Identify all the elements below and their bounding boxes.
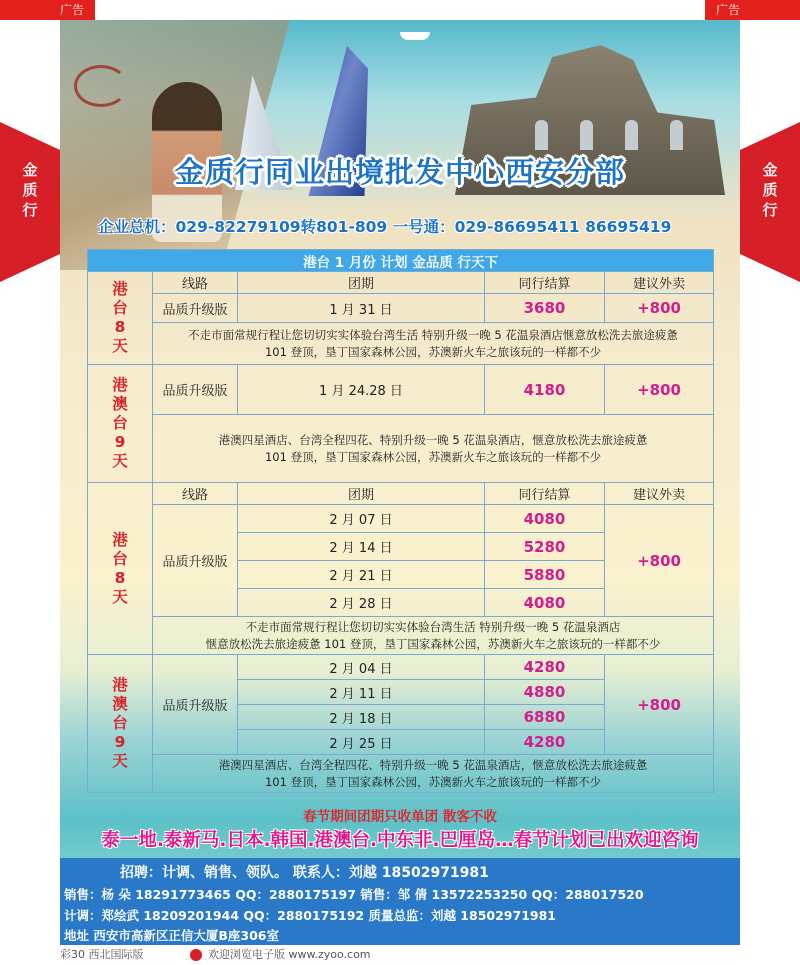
price-cell: 5880 <box>485 561 605 589</box>
welcome-text: 欢迎浏览电子版 www.zyoo.com <box>208 948 371 961</box>
desc-cell <box>153 617 714 655</box>
header-trade-price: 同行结算 <box>485 272 605 294</box>
section-title-text: 港澳台9天 <box>112 376 128 470</box>
price-cell: 4180 <box>485 365 605 415</box>
banner-text: 港台 1 月份 计划 金品质 行天下 <box>88 250 714 272</box>
red-dot-icon <box>190 949 202 961</box>
table-row <box>88 655 714 680</box>
price-cell: 4880 <box>485 680 605 705</box>
section-title-text: 港台8天 <box>112 280 128 355</box>
route-cell: 品质升级版 <box>153 365 238 415</box>
date-cell: 2 月 28 日 <box>238 589 485 617</box>
section-title-text: 港澳台9天 <box>112 676 128 770</box>
page-number: 彩30 西北国际版 <box>60 948 144 961</box>
desc-cell <box>153 415 714 483</box>
desc-row <box>88 617 714 655</box>
operator-line: 计调：郑绘武 18209201944 QQ：2880175192 质量总监：刘越 18502971981 <box>64 908 556 923</box>
ad-tag-right: 广告 <box>705 0 800 20</box>
table-banner <box>88 250 714 272</box>
brand-logo <box>74 65 128 107</box>
header-route: 线路 <box>153 483 238 505</box>
suggest-cell: +800 <box>605 655 714 755</box>
date-cell: 1 月 24.28 日 <box>238 365 485 415</box>
contact-panel <box>60 858 740 945</box>
route-cell: 品质升级版 <box>153 655 238 755</box>
tour-table <box>87 249 714 793</box>
desc-line: 101 登顶，垦丁国家森林公园，苏澳新火车之旅该玩的一样都不少 <box>264 449 602 464</box>
desc-line: 不走市面常规行程让您切切实实体验台湾生活 特别升级一晚 5 花温泉酒店惬意放松洗去旅途疲惫 <box>188 327 678 342</box>
header-suggest: 建议外卖 <box>605 483 714 505</box>
date-cell: 1 月 31 日 <box>238 294 485 323</box>
table-header-row <box>88 272 714 294</box>
desc-row <box>88 415 714 483</box>
recruit-line: 招聘：计调、销售、领队。 联系人：刘越 18502971981 <box>120 865 489 881</box>
desc-line: 惬意放松洗去旅途疲惫 101 登顶，垦丁国家森林公园，苏澳新火车之旅该玩的一样都不少 <box>205 636 661 651</box>
date-cell: 2 月 21 日 <box>238 561 485 589</box>
ruin-window <box>670 120 683 150</box>
section-title <box>88 483 153 655</box>
table-row <box>88 294 714 323</box>
date-cell: 2 月 25 日 <box>238 730 485 755</box>
desc-row <box>88 755 714 793</box>
section-title <box>88 272 153 365</box>
date-cell: 2 月 11 日 <box>238 680 485 705</box>
price-cell: 4280 <box>485 655 605 680</box>
hotline: 企业总机：029-82279109转801-809 一号通：029-86695411 86695419 <box>98 218 672 236</box>
ad-tag-left: 广告 <box>0 0 95 20</box>
header-group: 团期 <box>238 483 485 505</box>
address-line: 地址 西安市高新区正信大厦B座306室 <box>64 928 279 943</box>
header-group: 团期 <box>238 272 485 294</box>
section-title <box>88 655 153 793</box>
route-cell: 品质升级版 <box>153 294 238 323</box>
ad-poster <box>60 20 740 945</box>
ruin-window <box>625 120 638 150</box>
suggest-cell: +800 <box>605 294 714 323</box>
desc-line: 101 登顶，垦丁国家森林公园，苏澳新火车之旅该玩的一样都不少 <box>264 774 602 789</box>
header-trade-price: 同行结算 <box>485 483 605 505</box>
desc-line: 101 登顶，垦丁国家森林公园，苏澳新火车之旅该玩的一样都不少 <box>264 344 602 359</box>
price-cell: 6880 <box>485 705 605 730</box>
boat-graphic <box>400 32 430 40</box>
holiday-notice: 春节期间团期只收单团 散客不收 <box>303 809 497 825</box>
price-cell: 4080 <box>485 505 605 533</box>
suggest-cell: +800 <box>605 365 714 415</box>
side-flag-left-label: 金质行 <box>22 161 38 219</box>
headline: 金质行同业出境批发中心西安分部 <box>174 155 625 189</box>
route-cell: 品质升级版 <box>153 505 238 617</box>
destinations-line: 泰一地.泰新马.日本.韩国.港澳台.中东非.巴厘岛…春节计划已出欢迎咨询 <box>101 830 699 851</box>
sales-line: 销售：杨 朵 18291773465 QQ：2880175197 销售：邹 倩 13572253250 QQ：288017520 <box>64 887 644 902</box>
section-title-text: 港台8天 <box>112 530 128 606</box>
date-cell: 2 月 07 日 <box>238 505 485 533</box>
price-cell: 4080 <box>485 589 605 617</box>
price-cell: 4280 <box>485 730 605 755</box>
price-cell: 5280 <box>485 533 605 561</box>
table-row <box>88 365 714 415</box>
side-flag-right-label: 金质行 <box>762 161 778 219</box>
price-cell: 3680 <box>485 294 605 323</box>
date-cell: 2 月 14 日 <box>238 533 485 561</box>
section-title <box>88 365 153 483</box>
desc-line: 不走市面常规行程让您切切实实体验台湾生活 特别升级一晚 5 花温泉酒店 <box>245 619 621 634</box>
desc-line: 港澳四星酒店、台湾全程四花、特别升级一晚 5 花温泉酒店，惬意放松洗去旅途疲惫 <box>218 432 648 447</box>
header-suggest: 建议外卖 <box>605 272 714 294</box>
ruin-window <box>535 120 548 150</box>
page-footer <box>0 945 800 965</box>
desc-cell <box>153 323 714 365</box>
desc-row <box>88 323 714 365</box>
date-cell: 2 月 04 日 <box>238 655 485 680</box>
ruin-window <box>580 120 593 150</box>
table-header-row <box>88 483 714 505</box>
header-route: 线路 <box>153 272 238 294</box>
desc-cell <box>153 755 714 793</box>
desc-line: 港澳四星酒店、台湾全程四花、特别升级一晚 5 花温泉酒店，惬意放松洗去旅途疲惫 <box>218 757 648 772</box>
table-row <box>88 505 714 533</box>
suggest-cell: +800 <box>605 505 714 617</box>
date-cell: 2 月 18 日 <box>238 705 485 730</box>
